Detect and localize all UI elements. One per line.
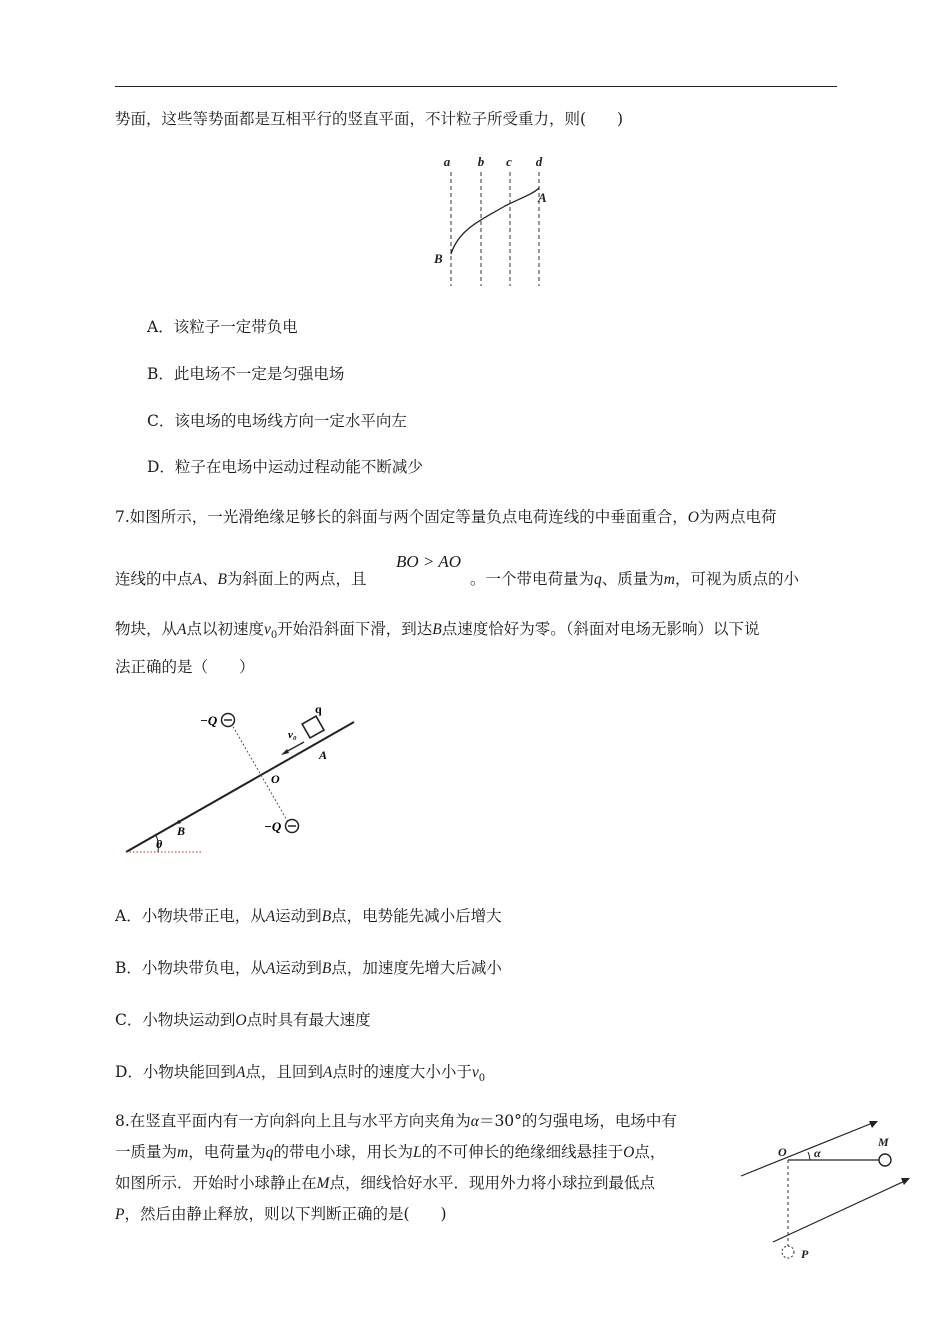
q7-formula: BO > AO (396, 552, 461, 571)
negQ-top-label: −Q (200, 713, 218, 728)
q8-figure (735, 1108, 915, 1268)
q6-stem: 势面，这些等势面都是互相平行的竖直平面，不计粒子所受重力，则( ) (115, 110, 624, 128)
q6-option-b: B．此电场不一定是匀强电场 (147, 365, 345, 383)
q7-option-c: C．小物块运动到O点时具有最大速度 (115, 1011, 371, 1029)
field-line-upper (741, 1122, 875, 1176)
point-O-label: O (271, 772, 280, 786)
v0-label: v₀ (288, 729, 297, 741)
alpha-label: α (814, 1146, 821, 1160)
q6-point-B-label: B (434, 251, 443, 266)
q8-stem-line4: P，然后由静止释放，则以下判断正确的是( ) (115, 1205, 447, 1223)
q7-stem-line2: 连线的中点A、B为斜面上的两点，且 (115, 570, 367, 588)
q6-option-c: C．该电场的电场线方向一定水平向左 (147, 412, 407, 430)
q8-stem-line1: 8.在竖直平面内有一方向斜向上且与水平方向夹角为α＝30°的匀强电场，电场中有 (115, 1112, 677, 1130)
negQ-bottom-label: −Q (264, 819, 282, 834)
particle-trajectory (451, 188, 539, 254)
q7-stem-line2b: 。一个带电荷量为q、质量为m，可视为质点的小 (470, 570, 799, 588)
ball-P-position (782, 1246, 794, 1258)
field-line-lower (773, 1180, 907, 1242)
block-charge-label: q (315, 702, 322, 716)
point-A-label: A (319, 748, 328, 762)
q7-stem-line3: 物块，从A点以初速度$v_0$开始沿斜面下滑，到达B点速度恰好为零。（斜面对电场无影响）以下说 (115, 620, 760, 642)
q7-stem-line4: 法正确的是（ ） (115, 658, 255, 676)
point-B-label: B (177, 824, 186, 838)
header-rule (115, 86, 837, 87)
theta-label: θ (156, 837, 163, 851)
q6-label-a: a (443, 154, 451, 169)
q6-figure (425, 148, 565, 293)
incline-line (126, 722, 354, 852)
q6-option-d: D．粒子在电场中运动过程动能不断减少 (147, 458, 423, 476)
q8-stem-line2: 一质量为m，电荷量为q的带电小球，用长为L的不可伸长的绝缘细线悬挂于O点， (115, 1143, 666, 1161)
q6-label-c: c (506, 154, 512, 169)
ball-M (879, 1154, 891, 1166)
arrowhead-icon (281, 749, 289, 755)
q6-option-a: A．该粒子一定带负电 (147, 318, 298, 336)
point-P-label: P (801, 1247, 809, 1261)
point-O-label: O (778, 1145, 787, 1159)
sliding-block (302, 716, 324, 738)
q6-point-A-label: A (538, 190, 547, 205)
q8-stem-line3: 如图所示．开始时小球静止在M点，细线恰好水平．现用外力将小球拉到最低点 (115, 1174, 655, 1192)
q7-option-d: D．小物块能回到A点，且回到A点时的速度大小小于$v_0$ (115, 1063, 486, 1085)
point-M-label: M (878, 1135, 889, 1149)
q6-label-d: d (535, 154, 543, 169)
q6-label-b: b (477, 154, 485, 169)
q7-figure (118, 695, 368, 860)
q7-option-a: A．小物块带正电，从A运动到B点，电势能先减小后增大 (115, 907, 502, 925)
q7-stem-line1: 7.如图所示，一光滑绝缘足够长的斜面与两个固定等量负点电荷连线的中垂面重合，O为两点电荷 (115, 508, 777, 526)
alpha-arc (808, 1152, 810, 1160)
q7-option-b: B．小物块带负电，从A运动到B点，加速度先增大后减小 (115, 959, 502, 977)
